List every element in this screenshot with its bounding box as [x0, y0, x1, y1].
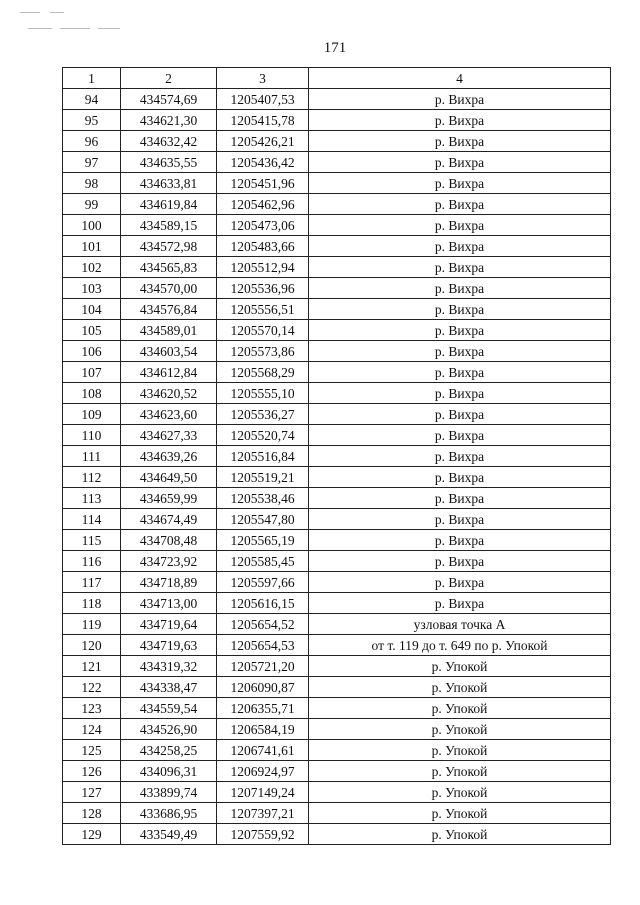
cell-description: р. Вихра	[309, 278, 611, 299]
cell-description: р. Упокой	[309, 782, 611, 803]
cell-description: р. Вихра	[309, 467, 611, 488]
cell-description: р. Вихра	[309, 404, 611, 425]
cell-y-coordinate: 1205616,15	[217, 593, 309, 614]
cell-y-coordinate: 1205654,52	[217, 614, 309, 635]
cell-point-number: 119	[63, 614, 121, 635]
cell-y-coordinate: 1205556,51	[217, 299, 309, 320]
table-row	[63, 446, 611, 467]
cell-description: р. Упокой	[309, 740, 611, 761]
table-row	[63, 614, 611, 635]
cell-y-coordinate: 1205721,20	[217, 656, 309, 677]
table-row	[63, 509, 611, 530]
cell-x-coordinate: 434619,84	[121, 194, 217, 215]
cell-description: р. Вихра	[309, 488, 611, 509]
cell-x-coordinate: 434612,84	[121, 362, 217, 383]
cell-x-coordinate: 434674,49	[121, 509, 217, 530]
cell-description: р. Вихра	[309, 152, 611, 173]
cell-point-number: 99	[63, 194, 121, 215]
cell-point-number: 121	[63, 656, 121, 677]
table-row	[63, 425, 611, 446]
cell-y-coordinate: 1205426,21	[217, 131, 309, 152]
cell-point-number: 129	[63, 824, 121, 845]
header-y-coordinate: 3	[217, 68, 309, 89]
cell-x-coordinate: 433686,95	[121, 803, 217, 824]
cell-x-coordinate: 433549,49	[121, 824, 217, 845]
cell-y-coordinate: 1205570,14	[217, 320, 309, 341]
cell-point-number: 109	[63, 404, 121, 425]
cell-y-coordinate: 1206924,97	[217, 761, 309, 782]
cell-x-coordinate: 434659,99	[121, 488, 217, 509]
cell-x-coordinate: 434713,00	[121, 593, 217, 614]
table-row	[63, 341, 611, 362]
table-row	[63, 278, 611, 299]
cell-point-number: 110	[63, 425, 121, 446]
cell-point-number: 98	[63, 173, 121, 194]
cell-y-coordinate: 1205415,78	[217, 110, 309, 131]
cell-point-number: 95	[63, 110, 121, 131]
cell-y-coordinate: 1206090,87	[217, 677, 309, 698]
cell-x-coordinate: 434633,81	[121, 173, 217, 194]
table-row	[63, 299, 611, 320]
cell-y-coordinate: 1205462,96	[217, 194, 309, 215]
table-row	[63, 740, 611, 761]
cell-x-coordinate: 434639,26	[121, 446, 217, 467]
table-row	[63, 152, 611, 173]
cell-description: р. Упокой	[309, 719, 611, 740]
cell-y-coordinate: 1205568,29	[217, 362, 309, 383]
cell-point-number: 116	[63, 551, 121, 572]
cell-y-coordinate: 1205512,94	[217, 257, 309, 278]
cell-x-coordinate: 434576,84	[121, 299, 217, 320]
cell-y-coordinate: 1205555,10	[217, 383, 309, 404]
cell-description: р. Упокой	[309, 824, 611, 845]
cell-point-number: 123	[63, 698, 121, 719]
cell-y-coordinate: 1205585,45	[217, 551, 309, 572]
cell-description: р. Вихра	[309, 530, 611, 551]
cell-y-coordinate: 1205519,21	[217, 467, 309, 488]
table-row	[63, 488, 611, 509]
cell-x-coordinate: 434258,25	[121, 740, 217, 761]
cell-description: р. Вихра	[309, 194, 611, 215]
cell-point-number: 127	[63, 782, 121, 803]
cell-point-number: 100	[63, 215, 121, 236]
cell-point-number: 104	[63, 299, 121, 320]
cell-description: р. Вихра	[309, 362, 611, 383]
cell-y-coordinate: 1205520,74	[217, 425, 309, 446]
cell-y-coordinate: 1207397,21	[217, 803, 309, 824]
cell-x-coordinate: 434589,15	[121, 215, 217, 236]
cell-description: р. Вихра	[309, 509, 611, 530]
header-point-number: 1	[63, 68, 121, 89]
cell-description: р. Вихра	[309, 110, 611, 131]
cell-description: р. Вихра	[309, 299, 611, 320]
table-body	[63, 89, 611, 845]
coordinates-table	[62, 67, 611, 845]
cell-point-number: 106	[63, 341, 121, 362]
scan-artifact	[20, 6, 130, 36]
cell-point-number: 124	[63, 719, 121, 740]
cell-point-number: 115	[63, 530, 121, 551]
cell-x-coordinate: 434603,54	[121, 341, 217, 362]
cell-description: р. Вихра	[309, 131, 611, 152]
cell-description: р. Вихра	[309, 173, 611, 194]
cell-y-coordinate: 1205436,42	[217, 152, 309, 173]
cell-y-coordinate: 1205547,80	[217, 509, 309, 530]
cell-y-coordinate: 1206584,19	[217, 719, 309, 740]
cell-y-coordinate: 1206355,71	[217, 698, 309, 719]
cell-point-number: 97	[63, 152, 121, 173]
cell-x-coordinate: 434620,52	[121, 383, 217, 404]
table-row	[63, 572, 611, 593]
cell-description: р. Вихра	[309, 425, 611, 446]
cell-y-coordinate: 1205407,53	[217, 89, 309, 110]
cell-x-coordinate: 434649,50	[121, 467, 217, 488]
table-row	[63, 215, 611, 236]
cell-x-coordinate: 434589,01	[121, 320, 217, 341]
cell-point-number: 112	[63, 467, 121, 488]
cell-x-coordinate: 434708,48	[121, 530, 217, 551]
cell-x-coordinate: 434635,55	[121, 152, 217, 173]
cell-point-number: 114	[63, 509, 121, 530]
cell-description: р. Вихра	[309, 215, 611, 236]
cell-description: р. Упокой	[309, 803, 611, 824]
cell-x-coordinate: 434627,33	[121, 425, 217, 446]
cell-x-coordinate: 434723,92	[121, 551, 217, 572]
cell-description: р. Вихра	[309, 89, 611, 110]
cell-point-number: 122	[63, 677, 121, 698]
cell-description: р. Вихра	[309, 320, 611, 341]
cell-y-coordinate: 1205516,84	[217, 446, 309, 467]
table-row	[63, 677, 611, 698]
cell-point-number: 108	[63, 383, 121, 404]
cell-point-number: 96	[63, 131, 121, 152]
header-description: 4	[309, 68, 611, 89]
table-header-row	[63, 68, 611, 89]
cell-y-coordinate: 1207559,92	[217, 824, 309, 845]
cell-y-coordinate: 1205573,86	[217, 341, 309, 362]
table-row	[63, 530, 611, 551]
table-row	[63, 320, 611, 341]
table-row	[63, 782, 611, 803]
table-row	[63, 593, 611, 614]
table-row	[63, 257, 611, 278]
cell-y-coordinate: 1205473,06	[217, 215, 309, 236]
cell-y-coordinate: 1205536,96	[217, 278, 309, 299]
table-row	[63, 635, 611, 656]
table-row	[63, 131, 611, 152]
cell-y-coordinate: 1205654,53	[217, 635, 309, 656]
cell-description: р. Вихра	[309, 383, 611, 404]
cell-point-number: 103	[63, 278, 121, 299]
cell-x-coordinate: 434319,32	[121, 656, 217, 677]
cell-x-coordinate: 434574,69	[121, 89, 217, 110]
table-row	[63, 698, 611, 719]
cell-x-coordinate: 434719,63	[121, 635, 217, 656]
cell-x-coordinate: 434719,64	[121, 614, 217, 635]
cell-y-coordinate: 1206741,61	[217, 740, 309, 761]
cell-point-number: 94	[63, 89, 121, 110]
cell-point-number: 117	[63, 572, 121, 593]
cell-description: р. Упокой	[309, 677, 611, 698]
cell-description: от т. 119 до т. 649 по р. Упокой	[309, 635, 611, 656]
cell-x-coordinate: 434572,98	[121, 236, 217, 257]
table-row	[63, 656, 611, 677]
table-row	[63, 719, 611, 740]
cell-x-coordinate: 434718,89	[121, 572, 217, 593]
cell-x-coordinate: 434621,30	[121, 110, 217, 131]
cell-x-coordinate: 434623,60	[121, 404, 217, 425]
cell-y-coordinate: 1205451,96	[217, 173, 309, 194]
cell-x-coordinate: 434338,47	[121, 677, 217, 698]
table-row	[63, 404, 611, 425]
table-row	[63, 173, 611, 194]
cell-x-coordinate: 434526,90	[121, 719, 217, 740]
cell-x-coordinate: 434565,83	[121, 257, 217, 278]
cell-description: р. Вихра	[309, 551, 611, 572]
cell-x-coordinate: 434632,42	[121, 131, 217, 152]
cell-point-number: 113	[63, 488, 121, 509]
cell-y-coordinate: 1205536,27	[217, 404, 309, 425]
cell-x-coordinate: 434096,31	[121, 761, 217, 782]
page-number: 171	[323, 40, 347, 56]
table-row	[63, 110, 611, 131]
cell-description: р. Вихра	[309, 257, 611, 278]
cell-description: р. Упокой	[309, 698, 611, 719]
cell-description: р. Упокой	[309, 761, 611, 782]
cell-point-number: 126	[63, 761, 121, 782]
cell-y-coordinate: 1205597,66	[217, 572, 309, 593]
cell-point-number: 102	[63, 257, 121, 278]
table-row	[63, 803, 611, 824]
cell-description: р. Вихра	[309, 446, 611, 467]
table-row	[63, 383, 611, 404]
table-row	[63, 761, 611, 782]
cell-point-number: 111	[63, 446, 121, 467]
cell-point-number: 118	[63, 593, 121, 614]
cell-point-number: 120	[63, 635, 121, 656]
cell-x-coordinate: 434570,00	[121, 278, 217, 299]
cell-description: р. Вихра	[309, 341, 611, 362]
cell-description: р. Вихра	[309, 236, 611, 257]
table-row	[63, 362, 611, 383]
cell-point-number: 101	[63, 236, 121, 257]
cell-point-number: 125	[63, 740, 121, 761]
table-row	[63, 236, 611, 257]
cell-y-coordinate: 1207149,24	[217, 782, 309, 803]
cell-y-coordinate: 1205483,66	[217, 236, 309, 257]
cell-y-coordinate: 1205538,46	[217, 488, 309, 509]
cell-x-coordinate: 433899,74	[121, 782, 217, 803]
cell-point-number: 128	[63, 803, 121, 824]
header-x-coordinate: 2	[121, 68, 217, 89]
table-row	[63, 89, 611, 110]
cell-description: р. Упокой	[309, 656, 611, 677]
table-row	[63, 824, 611, 845]
cell-x-coordinate: 434559,54	[121, 698, 217, 719]
table-row	[63, 467, 611, 488]
cell-description: р. Вихра	[309, 593, 611, 614]
cell-point-number: 107	[63, 362, 121, 383]
cell-point-number: 105	[63, 320, 121, 341]
cell-description: р. Вихра	[309, 572, 611, 593]
table-row	[63, 551, 611, 572]
cell-y-coordinate: 1205565,19	[217, 530, 309, 551]
cell-description: узловая точка А	[309, 614, 611, 635]
table-row	[63, 194, 611, 215]
